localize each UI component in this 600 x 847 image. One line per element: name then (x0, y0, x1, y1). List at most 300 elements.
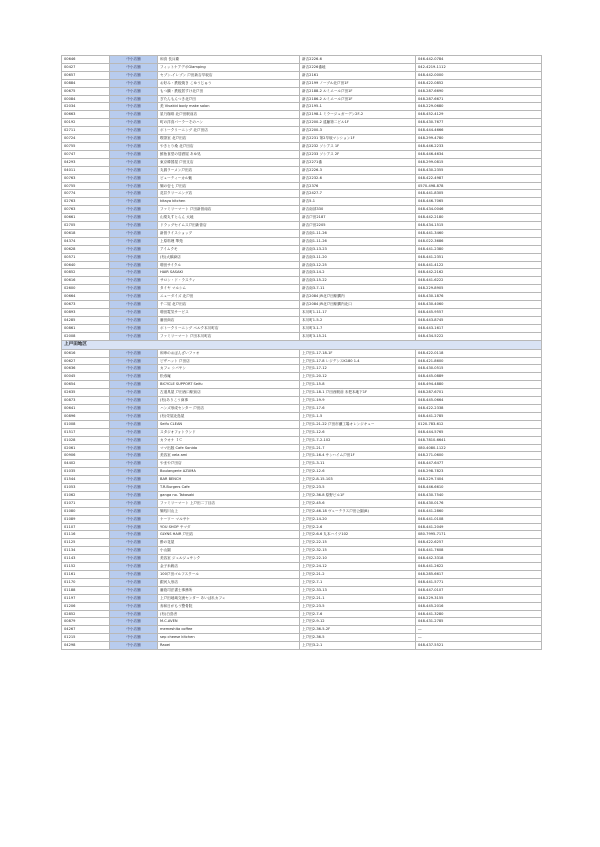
store-name: ファミリーマート 戸田新曽南店 (158, 206, 300, 214)
table-row (62, 539, 542, 547)
store-name: ぎたんもんつき北戸田 (158, 95, 300, 103)
store-phone: 048-441-3460 (416, 229, 542, 237)
store-category: 中小店舗 (110, 87, 158, 95)
store-phone: 048-421-8600 (416, 357, 542, 365)
table-row (62, 547, 542, 555)
store-category: 中小店舗 (110, 578, 158, 586)
table-row (62, 301, 542, 309)
store-category: 中小店舗 (110, 269, 158, 277)
store-name: もつ鍋・鉄板居すけ北戸田 (158, 87, 300, 95)
store-category: 中小店舗 (110, 586, 158, 594)
store-phone: ― (416, 634, 542, 642)
store-phone: 048-446-7065 (416, 198, 542, 206)
store-address: 新吉南3-12-25 (300, 261, 416, 269)
store-category: 中小店舗 (110, 237, 158, 245)
table-row (62, 293, 542, 301)
store-name: (有)大橋商店 (158, 253, 300, 261)
store-name: 酔の花屋 (158, 539, 300, 547)
store-name: M.C.AVEN (158, 618, 300, 626)
store-phone: 048-434-1515 (416, 222, 542, 230)
store-address: 上戸田1-17-8 レジデンスK180 1-4 (300, 357, 416, 365)
store-id: 00663 (62, 111, 110, 119)
store-phone: 048-441-2860 (416, 507, 542, 515)
store-address: 新吉南1-11-26 (300, 229, 416, 237)
store-address: 上戸田2-2-6 (300, 523, 416, 531)
store-id: 01134 (62, 547, 110, 555)
store-name: タイヤ マルシム (158, 285, 300, 293)
store-address: 新吉2233 ソシアス 2F (300, 150, 416, 158)
table-row (62, 245, 542, 253)
table-row (62, 531, 542, 539)
table-row (62, 444, 542, 452)
store-address: 新吉南部330 (300, 206, 416, 214)
store-name: 麺処川山上 (158, 507, 300, 515)
store-category: 中小店舗 (110, 135, 158, 143)
store-address: 新吉2271番 (300, 158, 416, 166)
store-address: 新吉南3-14-2 (300, 269, 416, 277)
store-id: 00571 (62, 253, 110, 261)
store-address: 新吉2195-1 (300, 103, 416, 111)
store-phone: 048-299-0815 (416, 158, 542, 166)
store-category: 中小店舗 (110, 618, 158, 626)
store-id: 00673 (62, 301, 110, 309)
store-name: お好み・鉄板焼き こゆうじゅう (158, 79, 300, 87)
store-address: 上戸田3-2-1 (300, 642, 416, 650)
store-id: 00616 (62, 277, 110, 285)
store-address: 上戸田1-21-22 戸田市瀬工場オレンジキュー (300, 420, 416, 428)
store-address: 新吉2232-6 (300, 174, 416, 182)
table-row (62, 420, 542, 428)
store-address: 新吉南1-11-26 (300, 237, 416, 245)
store-id: 01028 (62, 436, 110, 444)
store-address: 上戸田2-23-5 (300, 602, 416, 610)
table-row (62, 594, 542, 602)
table-row (62, 206, 542, 214)
store-id: 01170 (62, 578, 110, 586)
store-address: 上戸田1-21-7 (300, 444, 416, 452)
table-row (62, 214, 542, 222)
store-phone: 048-441-8305 (416, 190, 542, 198)
store-category: 中小店舗 (110, 79, 158, 87)
store-phone: 048-447-6477 (416, 460, 542, 468)
store-id: 01161 (62, 571, 110, 579)
store-phone: 048-445-0664 (416, 397, 542, 405)
store-id: 04267 (62, 626, 110, 634)
store-phone: 048-285-6617 (416, 571, 542, 579)
store-address: 上戸田2-7-6 (300, 610, 416, 618)
store-name: ganga no. Takasaki (158, 491, 300, 499)
store-phone: 048-430-4060 (416, 301, 542, 309)
store-id: 01071 (62, 499, 110, 507)
store-name: YOU SHOP ヤマダ (158, 523, 300, 531)
store-address: 上戸田2-6-6 丸本ハイツ102 (300, 531, 416, 539)
store-phone: 048-422-2338 (416, 404, 542, 412)
store-id: 01188 (62, 586, 110, 594)
store-address: 上戸田2-36-8 原野ビル1F (300, 491, 416, 499)
store-name: 美 Vivakid body make salon (158, 103, 300, 111)
store-phone: 048-430-2355 (416, 166, 542, 174)
table-row (62, 555, 542, 563)
store-phone: 048-441-6222 (416, 277, 542, 285)
store-phone: 048-287-6690 (416, 87, 542, 95)
store-id: 01517 (62, 428, 110, 436)
store-name: Seifu CLEAN (158, 420, 300, 428)
store-id: 02034 (62, 103, 110, 111)
table-row (62, 71, 542, 79)
store-address: 新吉2161 (300, 71, 416, 79)
store-phone: 042-4219-1112 (416, 63, 542, 71)
store-id: 04285 (62, 316, 110, 324)
store-id: 00873 (62, 397, 110, 405)
table-row (62, 499, 542, 507)
store-name: 古道具屋 戸田西口駅前店 (158, 389, 300, 397)
store-id: 01544 (62, 476, 110, 484)
store-address: 新吉5-1 (300, 198, 416, 206)
table-row (62, 634, 542, 642)
store-id: 01152 (62, 563, 110, 571)
table-row (62, 602, 542, 610)
store-phone: 048-445-9557 (416, 309, 542, 317)
store-id: 00879 (62, 618, 110, 626)
store-phone: 048-437-5521 (416, 642, 542, 650)
store-name: 喫茶室 北戸田店 (158, 135, 300, 143)
store-address: 新吉2376 (300, 182, 416, 190)
store-address: 上戸田2-14-20 (300, 515, 416, 523)
store-address: 新吉南3-11-20 (300, 253, 416, 261)
store-name: カラオケ ＩＣ (158, 436, 300, 444)
store-address: 上戸田1-20-12 (300, 373, 416, 381)
table-row (62, 174, 542, 182)
store-address: 上戸田2-21-2 (300, 571, 416, 579)
store-id: 00654 (62, 381, 110, 389)
store-name: 星乃珈琲 北戸田駅前店 (158, 111, 300, 119)
store-name: 小山園 (158, 547, 300, 555)
store-list-table (61, 55, 542, 650)
table-row (62, 142, 542, 150)
table-row (62, 436, 542, 444)
store-id: 00724 (62, 135, 110, 143)
table-row (62, 111, 542, 119)
store-category: 中小店舗 (110, 571, 158, 579)
store-category: 中小店舗 (110, 491, 158, 499)
store-category: 中小店舗 (110, 349, 158, 357)
table-row (62, 476, 542, 484)
store-phone: 046-442-0784 (416, 56, 542, 64)
store-category: 中小店舗 (110, 397, 158, 405)
store-category: 中小店舗 (110, 332, 158, 340)
store-category: 中小店舗 (110, 626, 158, 634)
store-name: ハンズ形成センター 戸田店 (158, 404, 300, 412)
table-row (62, 389, 542, 397)
store-id: 00636 (62, 365, 110, 373)
store-id: 02008 (62, 332, 110, 340)
store-name: ボトークリーニング 北戸田店 (158, 127, 300, 135)
store-phone: 048-430-7677 (416, 119, 542, 127)
table-row (62, 349, 542, 357)
store-name: GLYNS HAIR 戸田店 (158, 531, 300, 539)
store-category: 中小店舗 (110, 63, 158, 71)
store-category: 中小店舗 (110, 190, 158, 198)
store-category: 中小店舗 (110, 301, 158, 309)
store-address: 新吉戸田2205 (300, 222, 416, 230)
table-row (62, 460, 542, 468)
store-phone: 048-441-7608 (416, 547, 542, 555)
store-id: 01215 (62, 634, 110, 642)
store-id: 04374 (62, 237, 110, 245)
store-id: 00852 (62, 269, 110, 277)
store-category: 中小店舗 (110, 222, 158, 230)
store-category: 中小店舗 (110, 484, 158, 492)
store-phone: 048-441-2380 (416, 245, 542, 253)
store-category: 中小店舗 (110, 642, 158, 650)
store-phone: 048-446-4634 (416, 150, 542, 158)
store-address: 上戸田1-17-6 (300, 404, 416, 412)
store-name: ピザハット 戸田店 (158, 357, 300, 365)
store-address: 新吉2200-3 (300, 127, 416, 135)
store-name: Raoei (158, 642, 300, 650)
store-phone: 048-441-2785 (416, 412, 542, 420)
store-address: 上戸田1-15-8 (300, 381, 416, 389)
store-phone: 048-271-0600 (416, 452, 542, 460)
store-category: 中小店舗 (110, 150, 158, 158)
store-id: 00893 (62, 309, 110, 317)
store-phone: 048-447-0107 (416, 586, 542, 594)
store-phone: 048-299-4780 (416, 135, 542, 143)
store-id: 04293 (62, 158, 110, 166)
table-row (62, 428, 542, 436)
store-address: 新吉2084 JR北戸田駅構内 (300, 293, 416, 301)
store-phone: 048-430-1876 (416, 293, 542, 301)
store-phone: 048-430-0176 (416, 499, 542, 507)
table-row (62, 515, 542, 523)
store-address: 新吉2226-3 (300, 166, 416, 174)
store-address: 新吉2231 第2早坂マンション1F (300, 135, 416, 143)
store-name: 金子米穀店 (158, 563, 300, 571)
store-phone: 048-287-6701 (416, 389, 542, 397)
store-name: サロン・ド・ラスティ (158, 277, 300, 285)
store-phone: 048-442-2180 (416, 214, 542, 222)
store-address: 上戸田1-7-2-102 (300, 436, 416, 444)
store-phone: 048-434-0046 (416, 206, 542, 214)
store-name: フィットケアデポGlamping (158, 63, 300, 71)
store-category: 中小店舗 (110, 316, 158, 324)
store-phone: 048-443-8745 (416, 316, 542, 324)
store-id: 00427 (62, 63, 110, 71)
store-id: 00646 (62, 56, 110, 64)
store-address: 上戸田2-32-15 (300, 547, 416, 555)
store-id: 00675 (62, 87, 110, 95)
table-row (62, 269, 542, 277)
store-id: 01206 (62, 602, 110, 610)
store-category: 中小店舗 (110, 404, 158, 412)
store-phone: 048-494-4880 (416, 381, 542, 389)
store-id: 00861 (62, 324, 110, 332)
table-row (62, 229, 542, 237)
store-address: 本川町3-1-7 (300, 324, 416, 332)
table-row (62, 578, 542, 586)
store-category: 中小店舗 (110, 523, 158, 531)
store-category: 中小店舗 (110, 214, 158, 222)
store-id: 02852 (62, 610, 110, 618)
store-address: 上戸田2-22-10 (300, 555, 416, 563)
section-title: 上戸田地区 (62, 340, 542, 349)
store-name: 上戸田地域交流センター あいぱれカフェ (158, 594, 300, 602)
store-name: Boulangerie AZUMA (158, 468, 300, 476)
store-phone: 048-442-0000 (416, 71, 542, 79)
table-row (62, 412, 542, 420)
store-name: やまや戸田店 (158, 460, 300, 468)
table-row (62, 135, 542, 143)
table-row (62, 332, 542, 340)
store-name: 藤島司法書士事務所 (158, 586, 300, 594)
store-address: 上戸田2-12-6 (300, 468, 416, 476)
store-category: 中小店舗 (110, 111, 158, 119)
store-category: 中小店舗 (110, 412, 158, 420)
store-name: HAIR SASAKI (158, 269, 300, 277)
store-phone: ― (416, 626, 542, 634)
store-name: BICYCLE SUPPORT Seifu (158, 381, 300, 389)
store-category: 中小店舗 (110, 95, 158, 103)
store-phone: 048-229-7404 (416, 476, 542, 484)
store-name: セブン-イレブン 戸田新吉早坂店 (158, 71, 300, 79)
table-row (62, 277, 542, 285)
table-row (62, 79, 542, 87)
store-id: 01197 (62, 594, 110, 602)
store-phone: 048-7810-6641 (416, 436, 542, 444)
store-phone: 048-441-4122 (416, 261, 542, 269)
store-id: 02705 (62, 222, 110, 230)
store-id: 01107 (62, 523, 110, 531)
store-address: 新吉2232 ソシアス 1F (300, 142, 416, 150)
table-row (62, 523, 542, 531)
table-row (62, 158, 542, 166)
table-row (62, 357, 542, 365)
store-phone: 048-430-7540 (416, 491, 542, 499)
store-phone: 048-445-2016 (416, 602, 542, 610)
store-address: 上戸田2-23-5 (300, 484, 416, 492)
store-category: 中小店舗 (110, 253, 158, 261)
store-name: 麺の壱七 戸田店 (158, 182, 300, 190)
store-phone: 048-229-8905 (416, 285, 542, 293)
store-category: 中小店舗 (110, 277, 158, 285)
store-phone: 048-422-6257 (416, 539, 542, 547)
store-name: 千二屋 北戸田店 (158, 301, 300, 309)
store-name: 和食 長兵衛 (158, 56, 300, 64)
store-address: 新吉南3-15-22 (300, 277, 416, 285)
store-address: 上戸田1-16-4 サンハイム戸田1F (300, 452, 416, 460)
store-id: 00661 (62, 214, 110, 222)
store-phone: 048-422-0852 (416, 79, 542, 87)
store-name: 藤田商店 (158, 316, 300, 324)
store-phone: 048-298-7823 (416, 468, 542, 476)
store-phone: 048-022-3686 (416, 237, 542, 245)
store-address: 新吉2198-1 ミラージュガーデン2F-2 (300, 111, 416, 119)
store-category: 中小店舗 (110, 452, 158, 460)
table-row (62, 404, 542, 412)
store-id: 04402 (62, 460, 110, 468)
store-id: 01035 (62, 468, 110, 476)
table-row (62, 381, 542, 389)
table-row (62, 222, 542, 230)
store-name: BAR BENCH (158, 476, 300, 484)
store-name: 町の洋食パーラーそのハン (158, 119, 300, 127)
store-category: 中小店舗 (110, 381, 158, 389)
store-category: 中小店舗 (110, 357, 158, 365)
table-row (62, 150, 542, 158)
store-category: 中小店舗 (110, 206, 158, 214)
store-name: 美容室 ジェルジュサンク (158, 555, 300, 563)
store-name: ファミリーマート 戸田本川町店 (158, 332, 300, 340)
store-phone: 080-7995-7171 (416, 531, 542, 539)
store-id: 04298 (62, 642, 110, 650)
store-category: 中小店舗 (110, 563, 158, 571)
store-phone: 048-229-3155 (416, 594, 542, 602)
store-address: 上戸田2-46-18 ヴェーテラス戸田公園(B) (300, 507, 416, 515)
store-address: 上戸田2-21-1 (300, 594, 416, 602)
store-name: アイムクモ (158, 245, 300, 253)
store-address: 新吉南3-7-11 (300, 285, 416, 293)
store-address: 上戸田2-36-5-2F (300, 626, 416, 634)
store-phone: 048-452-4129 (416, 111, 542, 119)
store-phone: 0570-498-878 (416, 182, 542, 190)
store-name: 鮮魚食堂の居酒屋 あゆ処 (158, 150, 300, 158)
store-id: 00641 (62, 404, 110, 412)
store-address: 上戸田2-7-1 (300, 578, 416, 586)
store-address: 上戸田2-8-15-103 (300, 476, 416, 484)
store-category: 中小店舗 (110, 436, 158, 444)
store-id: 00657 (62, 71, 110, 79)
table-row (62, 373, 542, 381)
table-row (62, 571, 542, 579)
store-category: 中小店舗 (110, 309, 158, 317)
store-address: 上戸田2-33-13 (300, 586, 416, 594)
store-name: 増田電気サービス (158, 309, 300, 317)
store-address: 上戸田2-36-5 (300, 634, 416, 642)
store-name: 山梨丸すとらん 大地 (158, 214, 300, 222)
table-row (62, 316, 542, 324)
store-category: 中小店舗 (110, 71, 158, 79)
store-category: 中小店舗 (110, 198, 158, 206)
table-row (62, 253, 542, 261)
store-name: ファミリーマート 上戸田二丁目店 (158, 499, 300, 507)
store-address: 上戸田1-17-18-1F (300, 349, 416, 357)
table-row (62, 468, 542, 476)
store-phone: 048-444-4666 (416, 127, 542, 135)
store-category: 中小店舗 (110, 460, 158, 468)
store-id: 00618 (62, 229, 110, 237)
store-phone: 048-430-0515 (416, 365, 542, 373)
store-name: sep cheese kitchen (158, 634, 300, 642)
table-row (62, 563, 542, 571)
store-address: 新吉2188-2 ルミエール戸田1F (300, 87, 416, 95)
store-phone: 048-441-5771 (416, 578, 542, 586)
store-name: kitaya kitchen (158, 198, 300, 206)
store-category: 中小店舗 (110, 468, 158, 476)
store-name: 美容室 vela ami (158, 452, 300, 460)
store-category: 中小店舗 (110, 365, 158, 373)
store-phone: 048-443-1617 (416, 324, 542, 332)
store-address: 上戸田1-19-9 (300, 397, 416, 405)
store-category: 中小店舗 (110, 389, 158, 397)
store-category: 中小店舗 (110, 594, 158, 602)
store-phone: 048-445-0889 (416, 373, 542, 381)
table-row (62, 119, 542, 127)
store-address: 新吉2084 JR北戸田駅構内北口 (300, 301, 416, 309)
table-row (62, 618, 542, 626)
table-row (62, 103, 542, 111)
store-phone: 048-444-5765 (416, 428, 542, 436)
store-id: 02600 (62, 285, 110, 293)
